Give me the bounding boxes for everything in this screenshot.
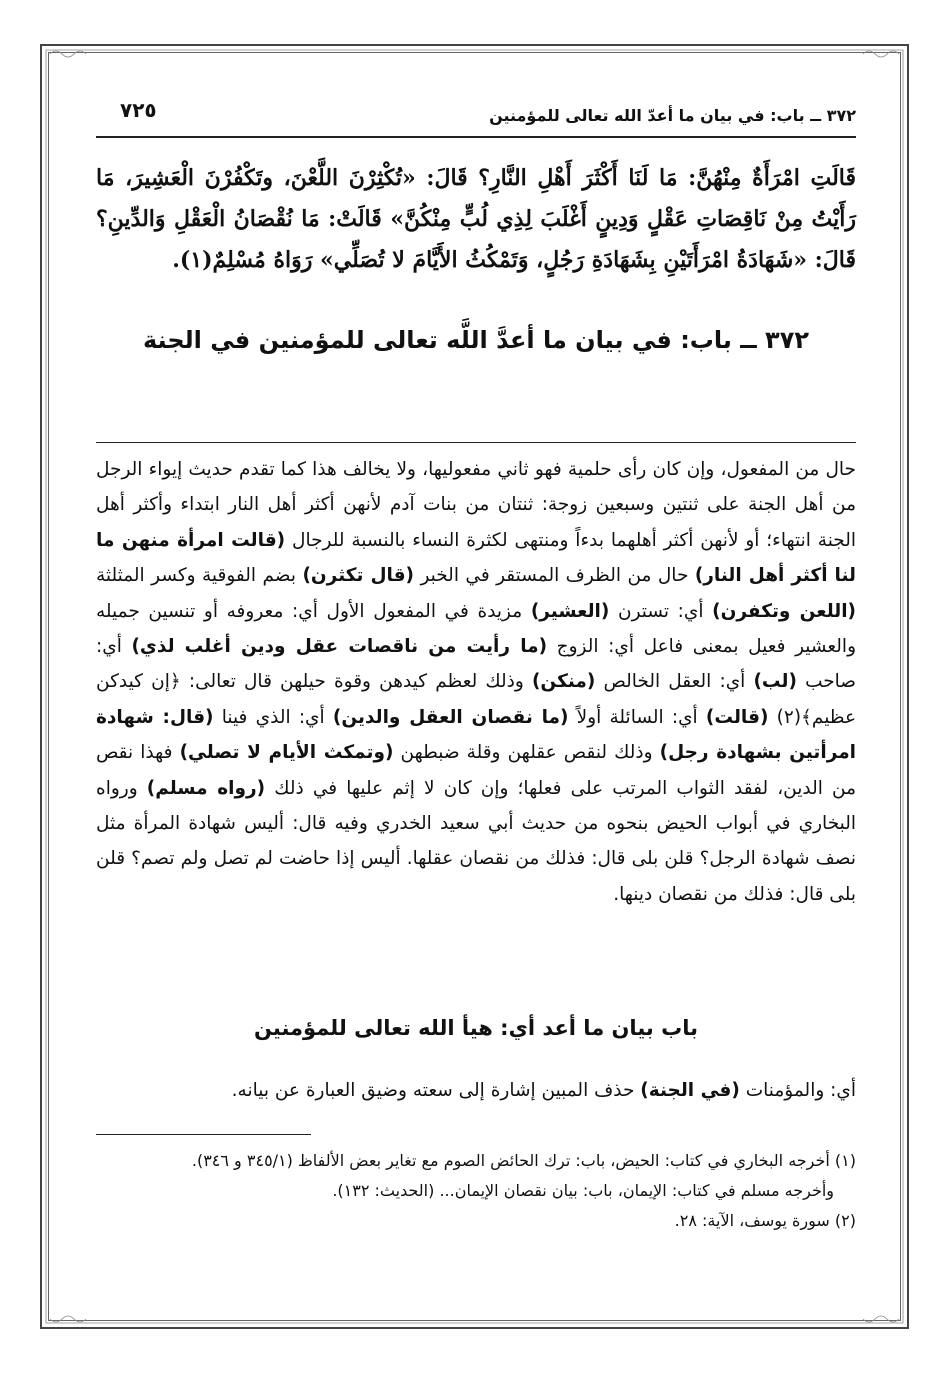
highlighted-phrase: (لب) xyxy=(753,671,797,693)
text-run: ورواه البخاري في أبواب الحيض بنحوه من حديث أبي سعيد الخدري وفيه قال: أليس شهادة المرأة مثل نصف شهادة الرجل؟ قلن بلى قال: فذلك من نقصان عقلها. أليس إذا حاضت لم تصل ولم تصم؟ قلن بلى قال: فذلك من نقصان دينها. xyxy=(96,777,856,905)
text-run: أي: العقل الخالص xyxy=(595,671,754,693)
highlighted-phrase: (ما نقصان العقل والدين) xyxy=(332,706,569,728)
text-run: بضم الفوقية وكسر المثلثة xyxy=(96,565,303,587)
text-run: وذلك لنقص عقلهن وقلة ضبطهن xyxy=(393,742,660,764)
footnotes xyxy=(96,1146,856,1236)
sub-chapter-heading: باب بيان ما أعد أي: هيأ الله تعالى للمؤمنين xyxy=(254,1016,698,1040)
text-run: فهذا نقص من الدين، لفقد الثواب المرتب على فعلها؛ وإن كان لا إثم عليها في ذلك xyxy=(96,742,857,799)
text-run: مزيدة في المفعول الأول أي: معروفه أو تنسين جميله والعشير فعيل بمعنى فاعل أي: الزوج xyxy=(96,600,856,658)
running-title: ٣٧٢ ــ باب: في بيان ما أعدّ الله تعالى للمؤمنين xyxy=(489,106,856,125)
highlighted-phrase: (في الجنة) xyxy=(640,1080,740,1101)
text-run: أي: والمؤمنات xyxy=(739,1080,856,1101)
highlighted-phrase: (اللعن وتكفرن) xyxy=(712,600,856,622)
highlighted-phrase: (العشير) xyxy=(530,600,610,622)
text-run: أي: تسترن xyxy=(609,600,713,622)
footnote-2: (٢) سورة يوسف، الآية: ٢٨. xyxy=(674,1211,856,1230)
commentary-paragraph xyxy=(96,452,856,912)
footnote-1-continued: وأخرجه مسلم في كتاب: الإيمان، باب: بيان نقصان الإيمان... (الحديث: ١٣٢). xyxy=(332,1181,834,1200)
highlighted-phrase: (قالت امرأة منهن ما لنا أكثر أهل النار) xyxy=(96,529,856,587)
highlighted-phrase: (وتمكث الأيام لا تصلي) xyxy=(179,742,394,764)
page-header xyxy=(96,88,856,138)
text-run: حال من المفعول، وإن كان رأى حلمية فهو ثاني مفعوليها، ولا يخالف هذا كما تقدم حديث إيواء الرجل من أهل الجنة على ثنتين وسبعين زوجة: ثنتان من بنات آدم لأنهن أكثر أهل النار ابتداء وأكثر أهل الجنة انتهاء؛ أو لأنهن أكثر أهلهما بدءاً ومنتهى لكثرة النساء بالنسبة للرجال xyxy=(96,459,857,551)
separator-rule xyxy=(96,442,856,443)
text-run: أي: صاحب xyxy=(96,636,857,693)
chapter-heading: ٣٧٢ ــ باب: في بيان ما أعدَّ اللَّه تعالى للمؤمنين في الجنة xyxy=(143,326,809,354)
highlighted-phrase: (رواه مسلم) xyxy=(146,777,266,799)
highlighted-phrase: (ما رأيت من ناقصات عقل ودين أغلب لذي) xyxy=(131,636,548,658)
highlighted-phrase: (منكن) xyxy=(531,671,596,693)
highlighted-phrase: (قالت) xyxy=(705,706,769,728)
text-run: أي: السائلة أولاً xyxy=(568,706,706,728)
highlighted-phrase: (قال: شهادة امرأتين بشهادة رجل) xyxy=(96,706,857,764)
highlighted-phrase: (قال تكثرن) xyxy=(302,565,415,587)
text-run: حذف المبين إشارة إلى سعته وضيق العبارة عن بيانه. xyxy=(231,1080,641,1101)
footnote-1: (١) أخرجه البخاري في كتاب: الحيض، باب: ترك الحائض الصوم مع تغاير بعض الألفاظ (٣٤٥/١ و ٣٤٦). xyxy=(191,1151,856,1170)
text-run: حال من الظرف المستقر في الخبر xyxy=(414,565,695,587)
text-run: وذلك لعظم كيدهن وقوة حيلهن قال تعالى: ﴿إن كيدكن عظيم﴾(٢) xyxy=(96,671,856,728)
page-number: ٧٢٥ xyxy=(120,98,157,122)
text-run: أي: الذي فينا xyxy=(213,706,333,728)
hadith-text: قَالَتِ امْرَأَةٌ مِنْهُنَّ: مَا لَنَا أَكْثَرَ أَهْلِ النَّارِ؟ قَالَ: «تُكْثِرْنَ اللَّعْنَ، وتَكْفُرْنَ الْعَشِيرَ، مَا رَأَيْتُ مِنْ نَاقِصَاتِ عَقْلٍ وَدِينٍ أَغْلَبَ لِذِي لُبٍّ مِنْكُنَّ» قَالَتْ: مَا نُقْصَانُ الْعَقْلِ وَالدِّينِ؟ قَالَ: «شَهَادَةُ امْرَأَتَيْنِ بِشَهَادَةِ رَجُلٍ، وَتَمْكُثُ الأَيَّامَ لا تُصَلِّي» رَوَاهُ مُسْلِمٌ(١). xyxy=(96,165,856,273)
footnote-rule xyxy=(96,1134,311,1135)
book-page xyxy=(96,88,856,1298)
sub-chapter-note xyxy=(96,1076,856,1106)
